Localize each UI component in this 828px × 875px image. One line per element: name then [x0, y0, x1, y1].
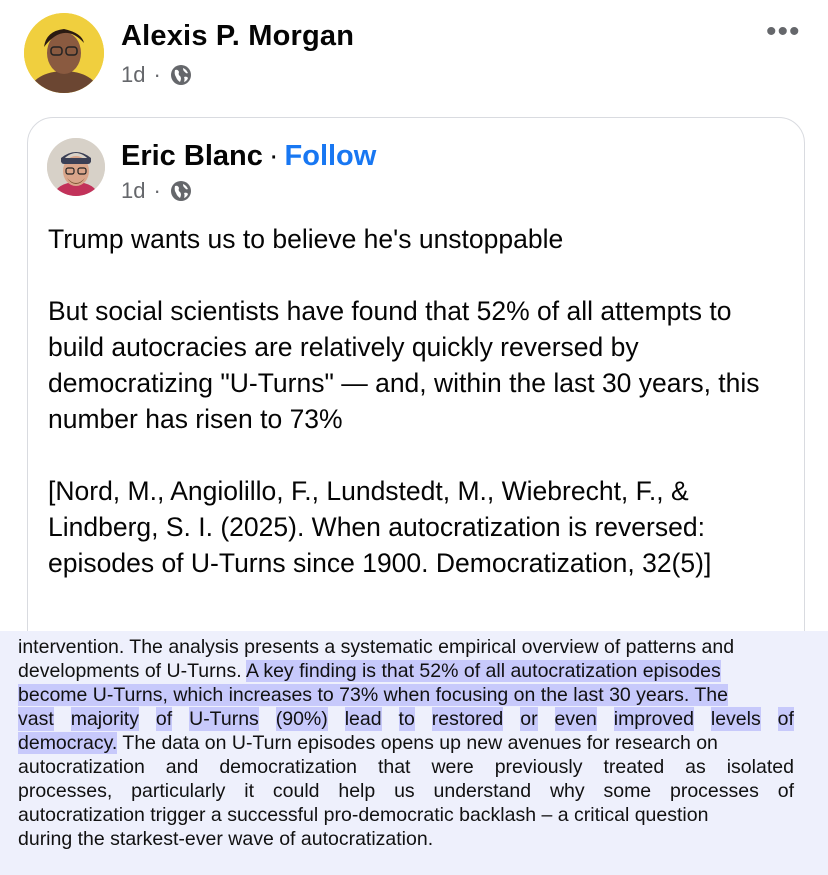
globe-icon	[169, 63, 193, 87]
excerpt-highlight: to	[398, 708, 415, 730]
excerpt-word: autocratization	[18, 756, 145, 778]
shared-author-row	[121, 140, 376, 173]
excerpt-word: processes,	[18, 780, 113, 802]
excerpt-word: understand	[433, 780, 532, 802]
excerpt-line	[18, 779, 794, 803]
excerpt-word: of	[777, 780, 794, 802]
excerpt-highlight: or	[520, 708, 538, 730]
excerpt-highlight: improved	[613, 708, 694, 730]
excerpt-word: help	[338, 780, 376, 802]
excerpt-line	[18, 683, 794, 707]
excerpt-line: autocratization trigger a successful pro-democratic backlash – a critical question	[18, 804, 709, 826]
excerpt-word: processes	[670, 780, 759, 802]
excerpt-word: democratization	[219, 756, 357, 778]
excerpt-word: some	[603, 780, 652, 802]
excerpt-word: treated	[603, 756, 665, 778]
excerpt-word: as	[685, 756, 706, 778]
globe-icon	[169, 179, 193, 203]
excerpt-highlight: vast	[18, 708, 54, 730]
excerpt-highlight: levels	[710, 708, 761, 730]
excerpt-highlight: majority	[70, 708, 139, 730]
excerpt-word: could	[272, 780, 320, 802]
excerpt-highlight: of	[777, 708, 794, 730]
author-name[interactable]: Alexis P. Morgan	[121, 20, 355, 52]
excerpt-highlight: even	[554, 708, 597, 730]
author-avatar[interactable]	[24, 13, 104, 93]
paper-excerpt-image[interactable]	[0, 631, 828, 875]
more-options-icon[interactable]: •••	[766, 15, 801, 48]
excerpt-word: it	[244, 780, 255, 802]
excerpt-text: developments of U-Turns.	[18, 660, 242, 682]
excerpt-word: and	[165, 756, 199, 778]
post-time[interactable]: 1d	[121, 62, 146, 87]
excerpt-line	[18, 731, 794, 755]
post-paragraph: But social scientists have found that 52% of all attempts to build autocracies are relatively quickly reversed by democratizing "U-Turns" — and, within the last 30 years, this number has risen to 73%	[48, 296, 760, 434]
post-paragraph: [Nord, M., Angiolillo, F., Lundstedt, M., Wiebrecht, F., & Lindberg, S. I. (2025). When autocratization is reversed: episodes of U-Turns since 1900. Democratization, 32(5)]	[48, 476, 712, 578]
meta-dot: ·	[153, 62, 161, 87]
excerpt-word: why	[549, 780, 585, 802]
excerpt-text: The data on U-Turn episodes opens up new avenues for research on	[122, 732, 718, 754]
name-separator: ·	[268, 140, 279, 172]
excerpt-word: us	[394, 780, 415, 802]
excerpt-line	[18, 707, 794, 731]
post-meta	[121, 62, 193, 88]
excerpt-word: previously	[494, 756, 583, 778]
excerpt-highlight: of	[155, 708, 173, 730]
shared-author-avatar[interactable]	[47, 138, 105, 196]
shared-post-time[interactable]: 1d	[121, 178, 146, 203]
avatar-photo	[24, 13, 104, 93]
excerpt-line	[18, 755, 794, 779]
excerpt-highlight: U-Turns	[189, 708, 259, 730]
excerpt-word: were	[431, 756, 474, 778]
post-paragraph: Trump wants us to believe he's unstoppable	[48, 224, 564, 254]
meta-dot: ·	[153, 178, 161, 203]
excerpt-line: during the starkest-ever wave of autocratization.	[18, 828, 434, 850]
excerpt-highlight: (90%)	[275, 708, 328, 730]
follow-button[interactable]: Follow	[284, 140, 377, 172]
shared-post-meta	[121, 178, 193, 204]
excerpt-word: particularly	[131, 780, 226, 802]
excerpt-highlight: democracy.	[18, 732, 118, 754]
excerpt-word: isolated	[726, 756, 794, 778]
excerpt-highlight: become U-Turns, which increases to 73% when focusing on the last 30 years. The	[18, 684, 728, 706]
avatar-photo	[47, 138, 105, 196]
excerpt-highlight: A key finding is that 52% of all autocratization episodes	[245, 660, 721, 682]
excerpt-line: intervention. The analysis presents a systematic empirical overview of patterns and	[18, 636, 735, 658]
excerpt-line	[18, 659, 794, 683]
excerpt-word: that	[377, 756, 411, 778]
excerpt-highlight: lead	[344, 708, 382, 730]
shared-author-name[interactable]: Eric Blanc	[121, 140, 263, 172]
excerpt-highlight: restored	[431, 708, 504, 730]
